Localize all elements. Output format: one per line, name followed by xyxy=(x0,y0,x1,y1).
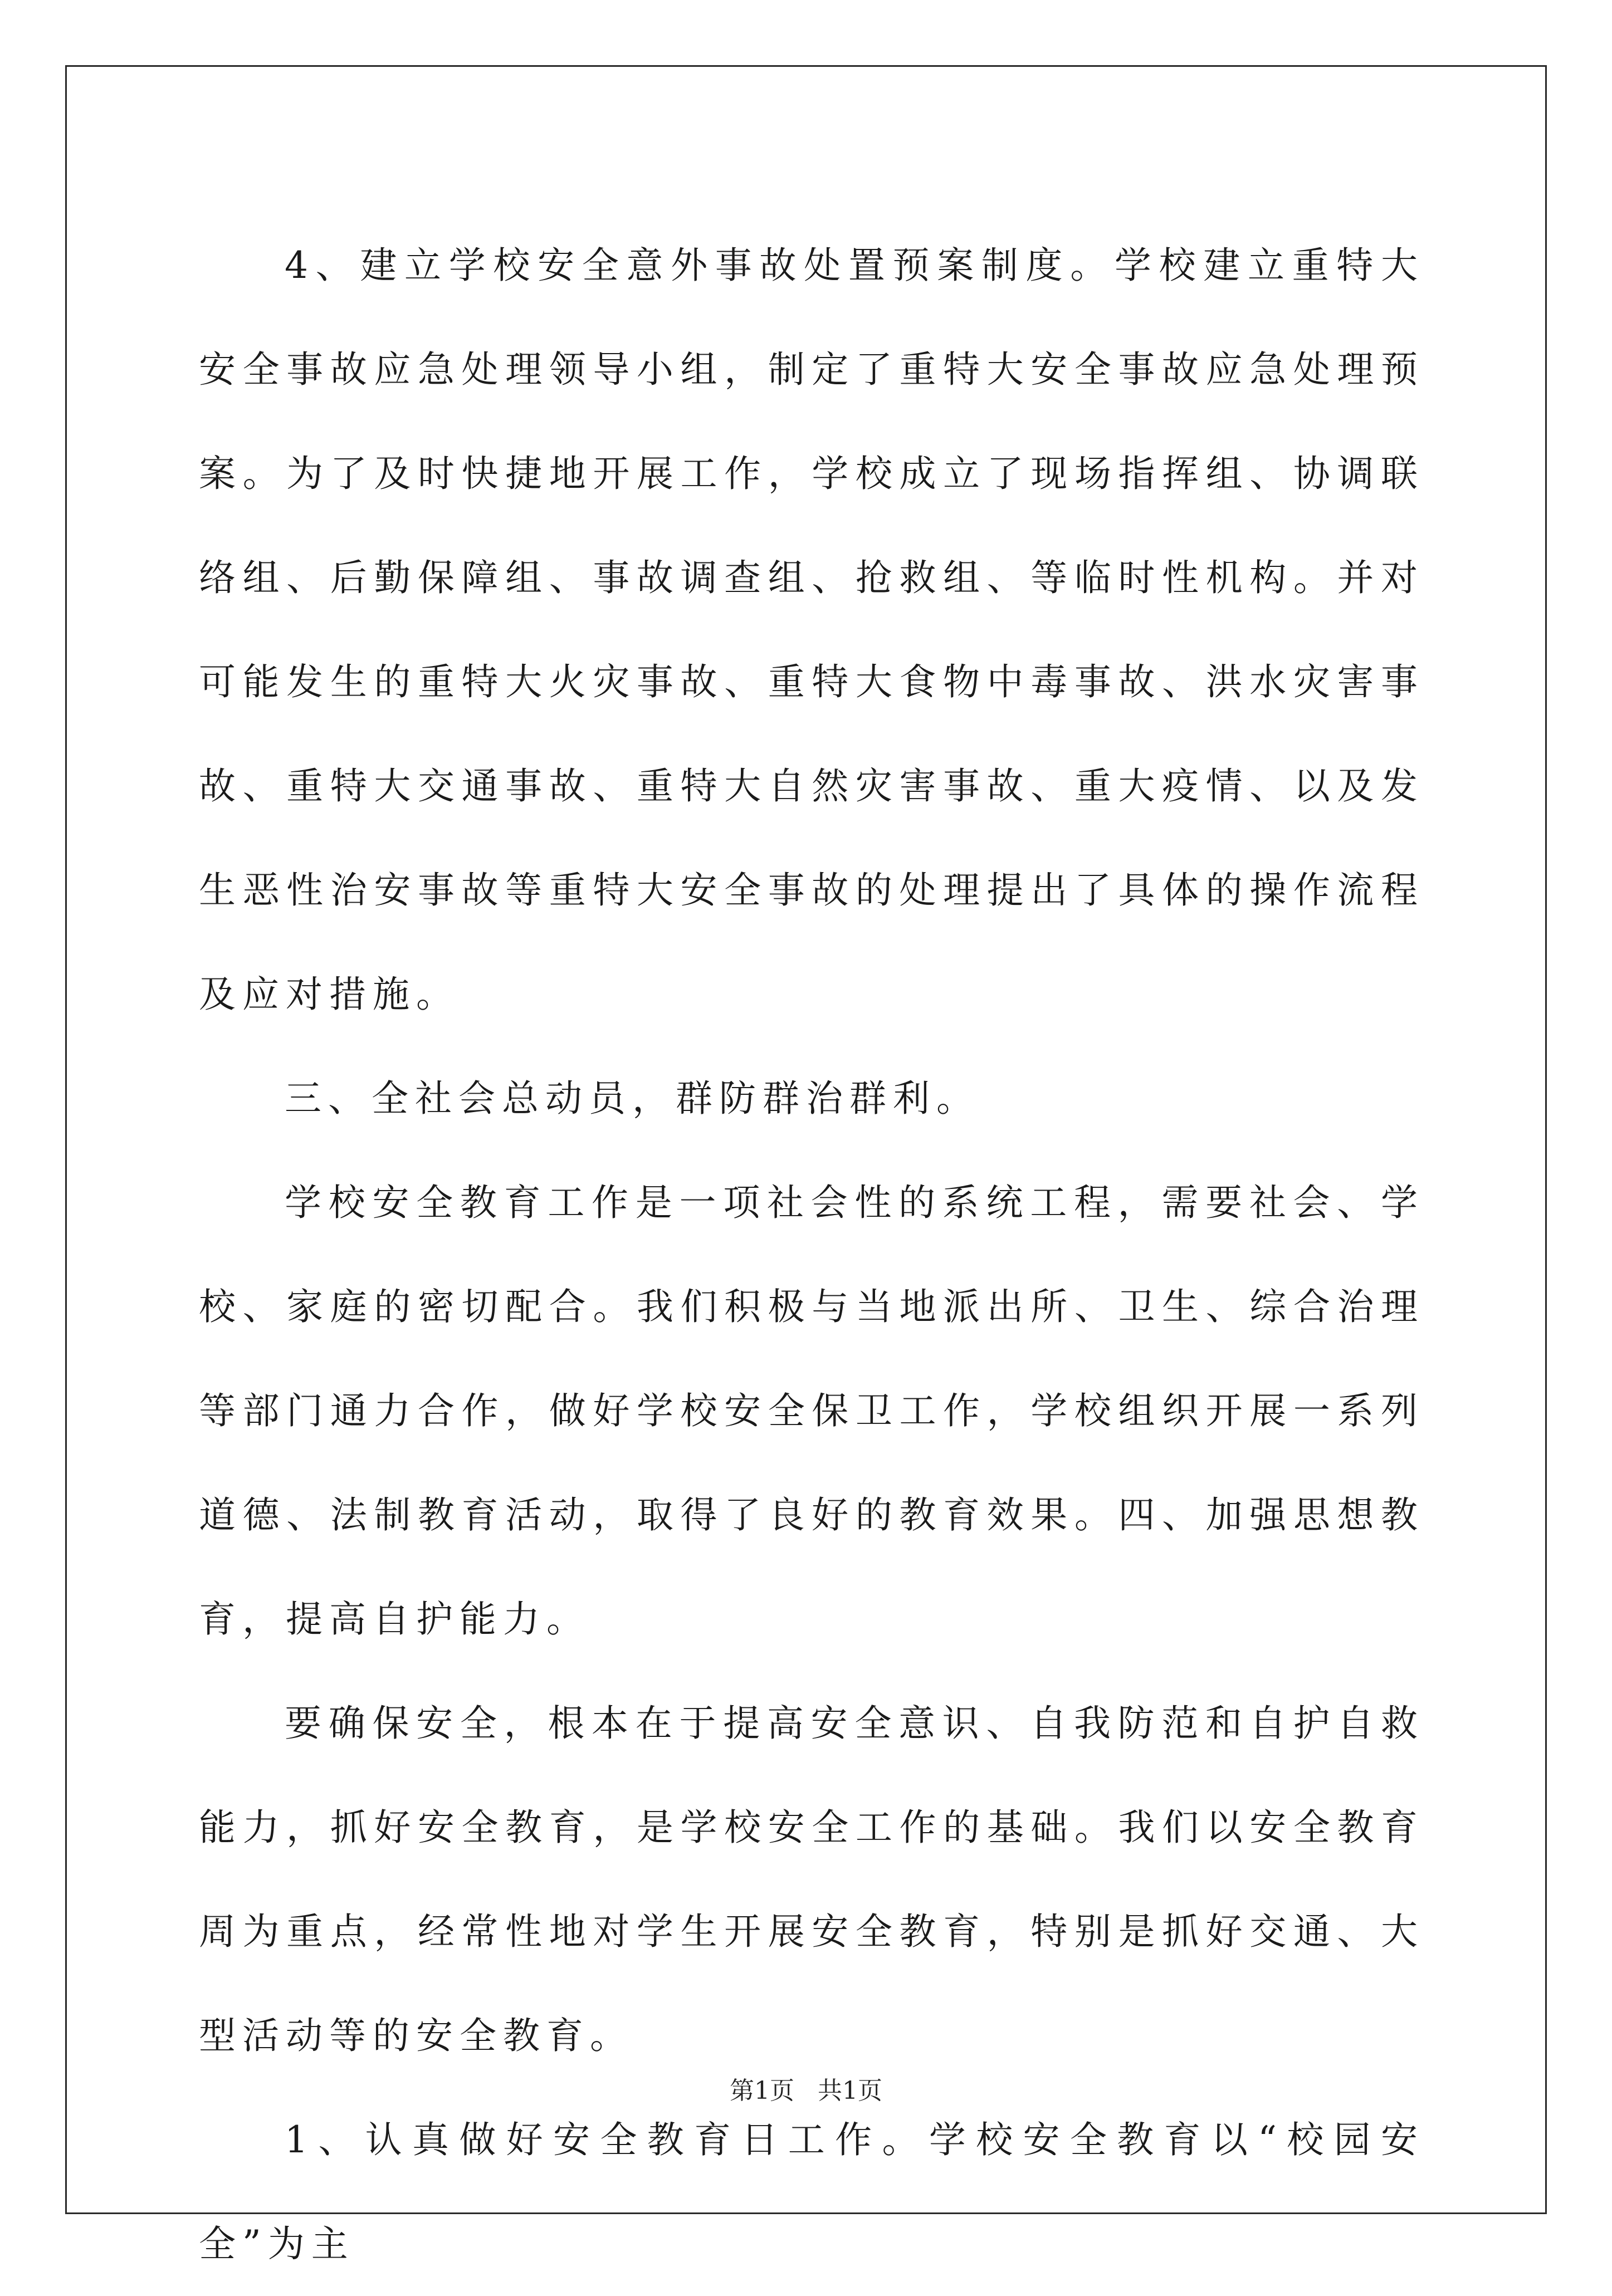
paragraph-emergency-plan: 4、建立学校安全意外事故处置预案制度。学校建立重特大安全事故应急处理领导小组，制定了重特大安全事故应急处理预案。为了及时快捷地开展工作，学校成立了现场指挥组、协调联络组、后勤保障组、事故调查组、抢救组、等临时性机构。并对可能发生的重特大火灾事故、重特大食物中毒事故、洪水灾害事故、重特大交通事故、重特大自然灾害事故、重大疫情、以及发生恶性治安事故等重特大安全事故的处理提出了具体的操作流程及应对措施。 xyxy=(199,244,1424,1016)
paragraph-section-three-heading: 三、全社会总动员，群防群治群利。 xyxy=(285,1077,980,1120)
paragraph-education-day: 1、认真做好安全教育日工作。学校安全教育以“校园安全”为主 xyxy=(199,2118,1424,2265)
paragraph-social-cooperation: 学校安全教育工作是一项社会性的系统工程，需要社会、学校、家庭的密切配合。我们积极与当地派出所、卫生、综合治理等部门通力合作，做好学校安全保卫工作，学校组织开展一系列道德、法制教育活动，取得了良好的教育效果。四、加强思想教育，提高自护能力。 xyxy=(199,1181,1424,1641)
paragraph-safety-education: 要确保安全，根本在于提高安全意识、自我防范和自护自救能力，抓好安全教育，是学校安全工作的基础。我们以安全教育周为重点，经常性地对学生开展安全教育，特别是抓好交通、大型活动等的安全教育。 xyxy=(199,1702,1424,2057)
page-footer xyxy=(0,2070,1612,2106)
page-number: 第1页 xyxy=(730,2077,794,2105)
page-total: 共1页 xyxy=(818,2077,882,2105)
document-body xyxy=(199,213,1424,2296)
